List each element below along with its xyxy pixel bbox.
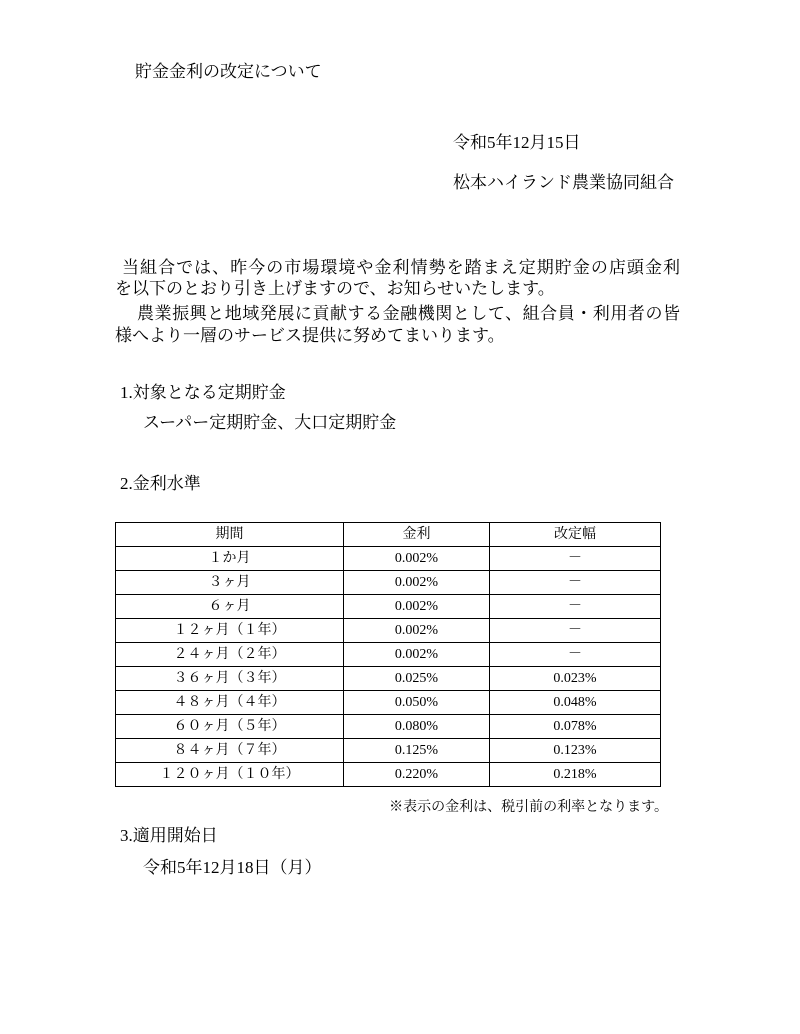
rate-cell: 0.050% bbox=[344, 691, 490, 715]
term-cell: ３ヶ月 bbox=[116, 571, 344, 595]
section-3-heading: 3.適用開始日 bbox=[120, 826, 218, 845]
header-change: 改定幅 bbox=[490, 523, 661, 547]
rate-cell: 0.125% bbox=[344, 739, 490, 763]
paragraph-1-line-1: 当組合では、昨今の市場環境や金利情勢を踏まえ定期貯金の店頭金利 bbox=[122, 258, 680, 277]
table-row bbox=[116, 595, 661, 619]
table-row bbox=[116, 619, 661, 643]
rate-cell: 0.080% bbox=[344, 715, 490, 739]
term-cell: ２４ヶ月（２年） bbox=[116, 643, 344, 667]
rate-cell: 0.002% bbox=[344, 547, 490, 571]
term-cell: ３６ヶ月（３年） bbox=[116, 667, 344, 691]
paragraph-2-line-1: 農業振興と地域発展に貢献する金融機関として、組合員・利用者の皆 bbox=[137, 304, 680, 323]
change-cell: 0.048% bbox=[490, 691, 661, 715]
header-term: 期間 bbox=[116, 523, 344, 547]
table-row bbox=[116, 547, 661, 571]
issue-date: 令和5年12月15日 bbox=[453, 133, 581, 152]
change-cell: － bbox=[490, 571, 661, 595]
term-cell: ６ヶ月 bbox=[116, 595, 344, 619]
rate-footnote: ※表示の金利は、税引前の利率となります。 bbox=[389, 800, 668, 815]
change-cell: － bbox=[490, 619, 661, 643]
term-cell: １か月 bbox=[116, 547, 344, 571]
change-cell: － bbox=[490, 547, 661, 571]
term-cell: ４８ヶ月（４年） bbox=[116, 691, 344, 715]
table-row bbox=[116, 571, 661, 595]
issuer-name: 松本ハイランド農業協同組合 bbox=[453, 173, 674, 192]
rate-cell: 0.002% bbox=[344, 643, 490, 667]
change-cell: － bbox=[490, 643, 661, 667]
rate-cell: 0.002% bbox=[344, 619, 490, 643]
table-row bbox=[116, 739, 661, 763]
term-cell: ８４ヶ月（７年） bbox=[116, 739, 344, 763]
table-row bbox=[116, 691, 661, 715]
rate-cell: 0.220% bbox=[344, 763, 490, 787]
change-cell: 0.123% bbox=[490, 739, 661, 763]
table-row bbox=[116, 763, 661, 787]
paragraph-2-line-2: 様へより一層のサービス提供に努めてまいります。 bbox=[115, 326, 505, 345]
section-1-body: スーパー定期貯金、大口定期貯金 bbox=[143, 413, 397, 432]
change-cell: 0.218% bbox=[490, 763, 661, 787]
section-1-heading: 1.対象となる定期貯金 bbox=[120, 383, 286, 402]
change-cell: 0.078% bbox=[490, 715, 661, 739]
header-rate: 金利 bbox=[344, 523, 490, 547]
term-cell: １２ヶ月（１年） bbox=[116, 619, 344, 643]
document-title: 貯金金利の改定について bbox=[135, 62, 322, 81]
rate-cell: 0.002% bbox=[344, 571, 490, 595]
table-row bbox=[116, 715, 661, 739]
table-row bbox=[116, 667, 661, 691]
section-2-heading: 2.金利水準 bbox=[120, 474, 201, 493]
term-cell: １２０ヶ月（１０年） bbox=[116, 763, 344, 787]
change-cell: 0.023% bbox=[490, 667, 661, 691]
term-cell: ６０ヶ月（５年） bbox=[116, 715, 344, 739]
table-row bbox=[116, 643, 661, 667]
paragraph-1-line-2: を以下のとおり引き上げますので、お知らせいたします。 bbox=[115, 279, 555, 298]
change-cell: － bbox=[490, 595, 661, 619]
rate-table bbox=[115, 522, 661, 787]
rate-cell: 0.002% bbox=[344, 595, 490, 619]
section-3-body: 令和5年12月18日（月） bbox=[143, 858, 322, 877]
rate-cell: 0.025% bbox=[344, 667, 490, 691]
rate-table-header-row bbox=[116, 523, 661, 547]
